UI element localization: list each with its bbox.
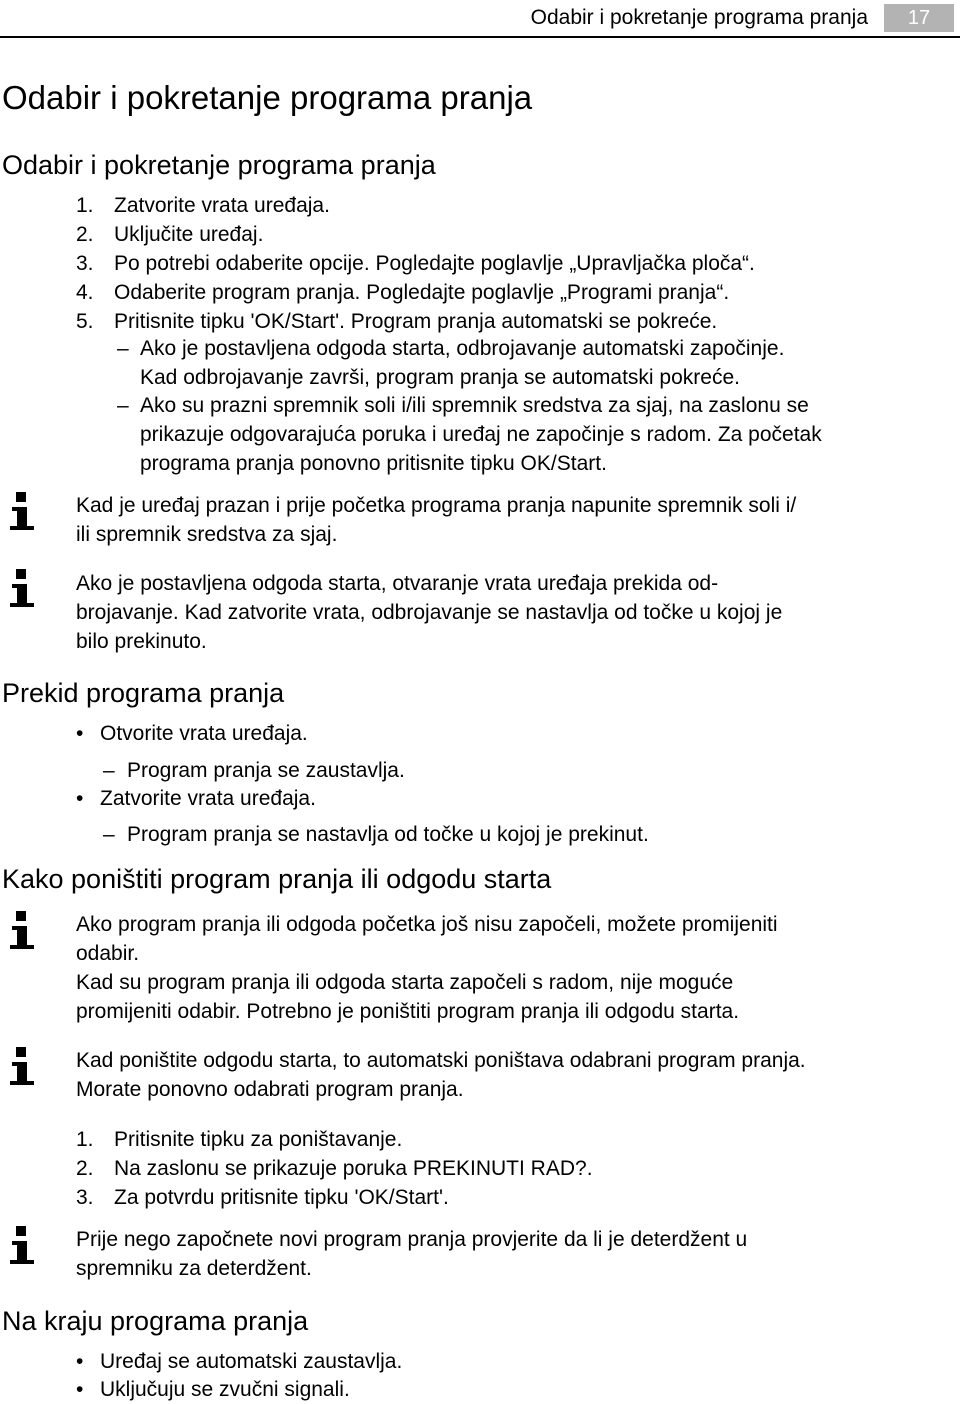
bullet-marker: •	[76, 1378, 84, 1401]
bullet-text: Zatvorite vrata uređaja.	[100, 787, 316, 810]
dash-marker: –	[103, 823, 115, 846]
dash-marker: –	[117, 394, 129, 417]
note-line: Kad je uređaj prazan i prije početka programa pranja napunite spremnik soli i/	[76, 494, 797, 517]
list-number: 4.	[76, 281, 94, 304]
dash-item-line: prikazuje odgovarajuća poruka i uređaj ne započinje s radom. Za početak	[140, 423, 822, 446]
bullet-marker: •	[76, 722, 84, 745]
bullet-text: Otvorite vrata uređaja.	[100, 722, 308, 745]
note-line: Kad poništite odgodu starta, to automatski poništava odabrani program pranja.	[76, 1049, 806, 1072]
list-text: Po potrebi odaberite opcije. Pogledajte poglavlje „Upravljačka ploča“.	[114, 252, 755, 275]
note-line: Ako program pranja ili odgoda početka još nisu započeli, možete promijeniti	[76, 913, 778, 936]
info-icon	[2, 568, 42, 608]
note-line: odabir.	[76, 942, 140, 965]
list-text: Zatvorite vrata uređaja.	[114, 194, 330, 217]
dash-marker: –	[103, 759, 115, 782]
dash-item-line: Kad odbrojavanje završi, program pranja se automatski pokreće.	[140, 366, 740, 389]
note-line: bilo prekinuto.	[76, 630, 207, 653]
info-icon	[2, 491, 42, 531]
list-text: Pritisnite tipku za poništavanje.	[114, 1128, 403, 1151]
info-icon	[2, 1046, 42, 1086]
dash-item-line: programa pranja ponovno pritisnite tipku OK/Start.	[140, 452, 607, 475]
section-title: Prekid programa pranja	[2, 678, 285, 708]
section-title: Kako poništiti program pranja ili odgodu starta	[2, 864, 552, 894]
page-title: Odabir i pokretanje programa pranja	[2, 79, 533, 116]
note-line: Ako je postavljena odgoda starta, otvaranje vrata uređaja prekida od-	[76, 572, 719, 595]
page-number-badge: 17	[884, 4, 954, 32]
dash-item-line: Ako je postavljena odgoda starta, odbrojavanje automatski započinje.	[140, 337, 785, 360]
info-icon	[2, 910, 42, 950]
info-icon	[2, 1225, 42, 1265]
note-line: Prije nego započnete novi program pranja provjerite da li je deterdžent u	[76, 1228, 748, 1251]
header-divider	[0, 36, 960, 38]
note-line: brojavanje. Kad zatvorite vrata, odbrojavanje se nastavlja od točke u kojoj je	[76, 601, 783, 624]
note-line: promijeniti odabir. Potrebno je poništiti program pranja ili odgodu starta.	[76, 1000, 740, 1023]
list-number: 3.	[76, 252, 94, 275]
section-title: Na kraju programa pranja	[2, 1306, 309, 1336]
bullet-marker: •	[76, 787, 84, 810]
bullet-text: Uključuju se zvučni signali.	[100, 1378, 350, 1401]
bullet-marker: •	[76, 1350, 84, 1373]
list-number: 2.	[76, 223, 94, 246]
list-number: 1.	[76, 1128, 94, 1151]
note-line: spremniku za deterdžent.	[76, 1257, 312, 1280]
list-number: 2.	[76, 1157, 94, 1180]
list-text: Odaberite program pranja. Pogledajte poglavlje „Programi pranja“.	[114, 281, 730, 304]
list-number: 3.	[76, 1186, 94, 1209]
running-header-title: Odabir i pokretanje programa pranja	[530, 6, 868, 29]
bullet-text: Uređaj se automatski zaustavlja.	[100, 1350, 403, 1373]
list-text: Na zaslonu se prikazuje poruka PREKINUTI RAD?.	[114, 1157, 593, 1180]
list-text: Za potvrdu pritisnite tipku 'OK/Start'.	[114, 1186, 449, 1209]
list-text: Uključite uređaj.	[114, 223, 264, 246]
note-line: Morate ponovno odabrati program pranja.	[76, 1078, 464, 1101]
dash-item-line: Ako su prazni spremnik soli i/ili spremnik sredstva za sjaj, na zaslonu se	[140, 394, 809, 417]
note-line: ili spremnik sredstva za sjaj.	[76, 523, 338, 546]
dash-text: Program pranja se nastavlja od točke u kojoj je prekinut.	[127, 823, 649, 846]
list-text: Pritisnite tipku 'OK/Start'. Program pranja automatski se pokreće.	[114, 310, 718, 333]
dash-marker: –	[117, 337, 129, 360]
list-number: 1.	[76, 194, 94, 217]
section-title: Odabir i pokretanje programa pranja	[2, 150, 436, 180]
dash-text: Program pranja se zaustavlja.	[127, 759, 405, 782]
list-number: 5.	[76, 310, 94, 333]
note-line: Kad su program pranja ili odgoda starta započeli s radom, nije moguće	[76, 971, 734, 994]
